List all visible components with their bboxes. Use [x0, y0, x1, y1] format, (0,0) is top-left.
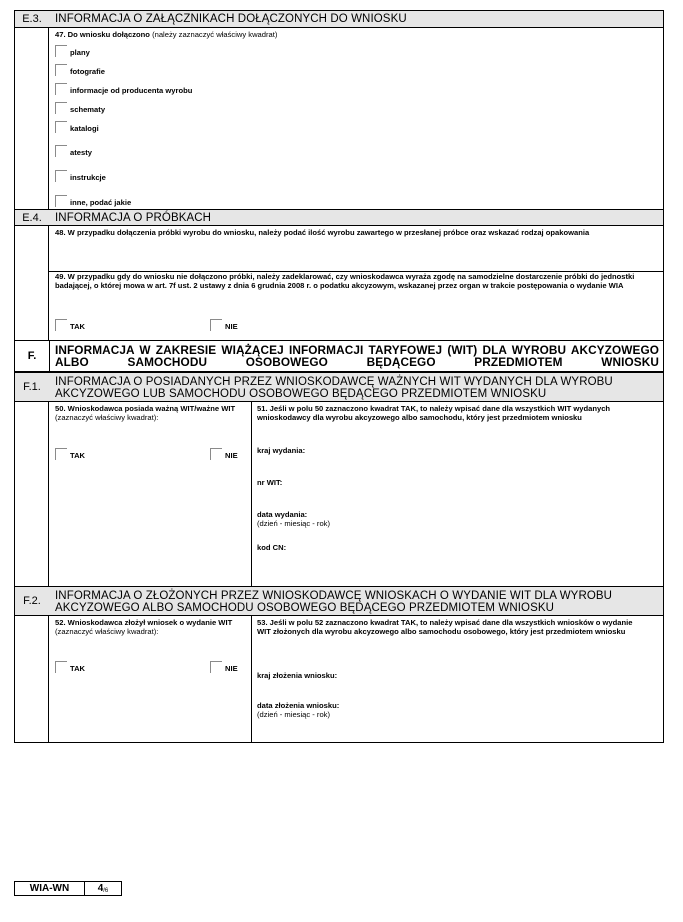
checkbox[interactable]	[55, 45, 67, 57]
option-label: fotografie	[70, 67, 106, 76]
option-fotografie[interactable]	[55, 64, 105, 76]
field-49-label: 49. W przypadku gdy do wniosku nie dołączono próbki, należy zadeklarować, czy wnioskodawca wyraża zgodę na samodzielne dostarczenie próbki do jednostki badającej, o której mowa w art. 7f ust. 2 ustawy z dnia 6 grudnia 2008 r. o podatku akcyzowym, wskazanej przez organ w trakcie postępowania o wydanie WIA	[55, 272, 635, 290]
form-frame	[14, 10, 664, 743]
issue-date-label: data wydania: (dzień - miesiąc - rok)	[257, 510, 330, 528]
wit-no[interactable]	[210, 448, 238, 460]
option-label: atesty	[70, 148, 92, 157]
wit-yes[interactable]	[55, 448, 85, 460]
section-title: INFORMACJA O PRÓBKACH	[55, 212, 212, 224]
option-label: TAK	[70, 322, 86, 331]
wit-number-label: nr WIT:	[257, 478, 283, 487]
section-f2-header	[15, 586, 663, 616]
option-katalogi[interactable]	[55, 121, 99, 133]
option-label: TAK	[70, 664, 86, 673]
option-instrukcje[interactable]	[55, 170, 106, 182]
consent-yes[interactable]	[55, 319, 85, 331]
option-inne[interactable]	[55, 195, 131, 207]
checkbox[interactable]	[55, 121, 67, 133]
section-title: INFORMACJA O ZŁOŻONYCH PRZEZ WNIOSKODAWCĘ WNIOSKACH O WYDANIE WIT DLA WYROBU AKCYZOWEGO ALBO SAMOCHODU OSOBOWEGO BĘDĄCEGO PRZEDMIOTEM WNIOSKU	[55, 590, 613, 614]
section-code: F.1.	[23, 381, 41, 393]
field-47-label: 47. Do wniosku dołączono (należy zaznaczyć właściwy kwadrat)	[55, 30, 278, 39]
field-53-label: 53. Jeśli w polu 52 zaznaczono kwadrat TAK, to należy wpisać dane dla wszystkich wniosków o wydanie WIT złożonych dla wyrobu akcyzowego albo samochodu osobowego, który jest przedmiotem wniosku	[257, 618, 633, 636]
checkbox[interactable]	[55, 319, 67, 331]
left-column	[15, 402, 49, 586]
option-label: schematy	[70, 105, 106, 114]
option-label: plany	[70, 48, 90, 57]
section-title: INFORMACJA O POSIADANYCH PRZEZ WNIOSKODAWCĘ WAŻNYCH WIT WYDANYCH DLA WYROBU AKCYZOWEGO LUB SAMOCHODU OSOBOWEGO BĘDĄCEGO PRZEDMIOTEM WNIOSKU	[55, 376, 613, 400]
option-label: katalogi	[70, 124, 99, 133]
form-code: WIA-WN	[15, 882, 85, 895]
left-column	[15, 226, 49, 340]
checkbox[interactable]	[210, 661, 222, 673]
section-code: F.	[27, 350, 37, 362]
page-footer	[14, 881, 122, 896]
field-48-label: 48. W przypadku dołączenia próbki wyrobu do wniosku, należy podać ilość wyrobu zawartego w przesłanej próbce oraz wskazać rodzaj opakowania	[55, 228, 590, 237]
section-title: INFORMACJA W ZAKRESIE WIĄŻĄCEJ INFORMACJI TARYFOWEJ (WIT) DLA WYROBU AKCYZOWEGO ALBO SAMOCHODU OSOBOWEGO BĘDĄCEGO PRZEDMIOTEM WNIOSKU	[55, 343, 659, 369]
checkbox[interactable]	[210, 448, 222, 460]
divider	[251, 616, 252, 743]
field-52-label: 52. Wnioskodawca złożył wniosek o wydanie WIT (zaznaczyć właściwy kwadrat):	[55, 618, 233, 636]
section-e4-header	[15, 209, 663, 226]
section-code: F.2.	[23, 595, 41, 607]
option-informacje[interactable]	[55, 83, 192, 95]
section-code: E.4.	[22, 211, 42, 224]
checkbox[interactable]	[55, 83, 67, 95]
submit-country-label: kraj złożenia wniosku:	[257, 671, 338, 680]
option-label: NIE	[225, 451, 238, 460]
section-title: INFORMACJA O ZAŁĄCZNIKACH DOŁĄCZONYCH DO WNIOSKU	[55, 13, 407, 25]
submit-date-label: data złożenia wniosku: (dzień - miesiąc - rok)	[257, 701, 340, 719]
option-label: NIE	[225, 664, 238, 673]
checkbox[interactable]	[55, 145, 67, 157]
checkbox[interactable]	[55, 64, 67, 76]
option-label: TAK	[70, 451, 86, 460]
checkbox[interactable]	[55, 195, 67, 207]
checkbox[interactable]	[210, 319, 222, 331]
left-column	[15, 616, 49, 743]
option-plany[interactable]	[55, 45, 90, 57]
application-yes[interactable]	[55, 661, 85, 673]
checkbox[interactable]	[55, 102, 67, 114]
checkbox[interactable]	[55, 170, 67, 182]
field-51-label: 51. Jeśli w polu 50 zaznaczono kwadrat TAK, to należy wpisać dane dla wszystkich WIT wydanych wnioskodawcy dla wyrobu akcyzowego albo samochodu, który jest przedmiotem wniosku	[257, 404, 611, 422]
option-label: instrukcje	[70, 173, 106, 182]
option-label: inne, podać jakie	[70, 198, 132, 207]
checkbox[interactable]	[55, 661, 67, 673]
left-column	[15, 28, 49, 209]
page-number: 4 $_{/6}$	[97, 883, 109, 894]
option-label: informacje od producenta wyrobu	[70, 86, 193, 95]
option-schematy[interactable]	[55, 102, 105, 114]
cn-code-label: kod CN:	[257, 543, 287, 552]
section-code: E.3.	[22, 13, 42, 25]
divider	[49, 340, 50, 372]
section-f1-header	[15, 372, 663, 402]
country-label: kraj wydania:	[257, 446, 306, 455]
application-no[interactable]	[210, 661, 238, 673]
divider	[251, 402, 252, 586]
option-atesty[interactable]	[55, 145, 92, 157]
section-f-header	[15, 340, 663, 372]
option-label: NIE	[225, 322, 238, 331]
section-e3-header	[15, 11, 663, 28]
consent-no[interactable]	[210, 319, 238, 331]
checkbox[interactable]	[55, 448, 67, 460]
field-50-label: 50. Wnioskodawca posiada ważną WIT/ważne WIT (zaznaczyć właściwy kwadrat):	[55, 404, 236, 422]
